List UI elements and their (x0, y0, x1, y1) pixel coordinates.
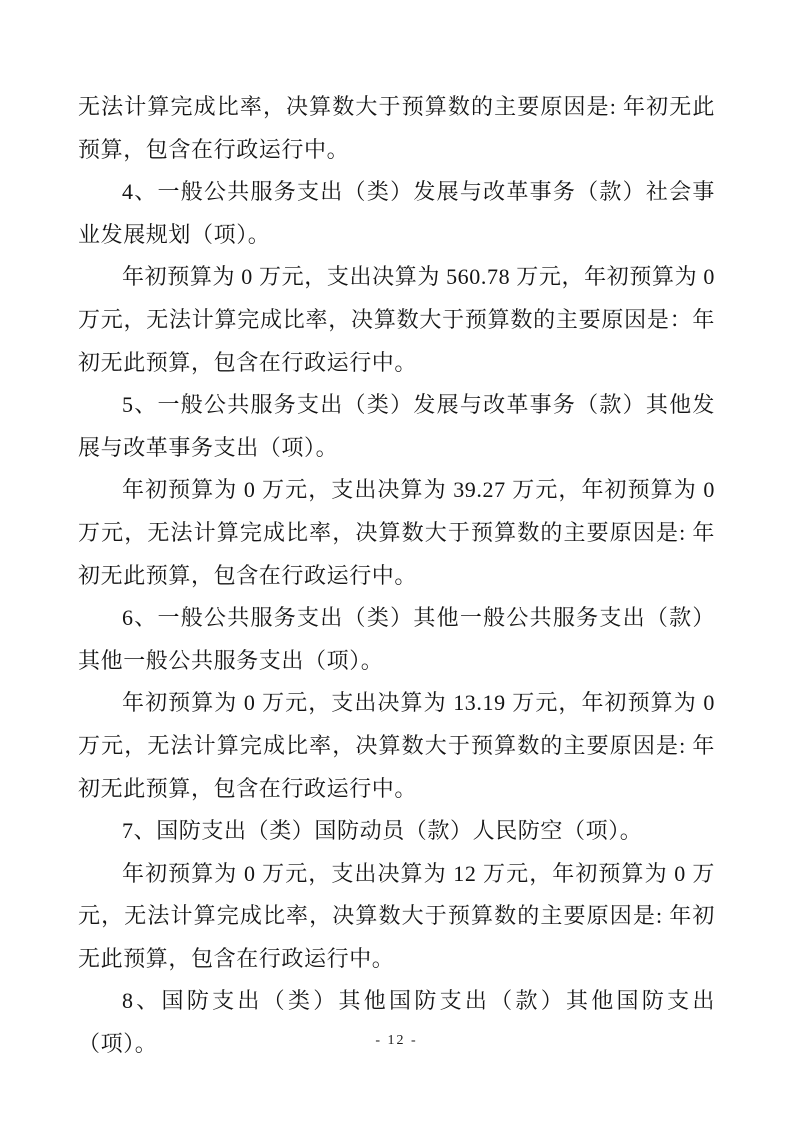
document-body (78, 86, 715, 1066)
paragraph-item-5: 5、一般公共服务支出（类）发展与改革事务（款）其他发展与改革事务支出（项）。 (78, 392, 715, 460)
page-number: - 12 - (375, 1033, 418, 1048)
paragraph-item-6: 6、一般公共服务支出（类）其他一般公共服务支出（款）其他一般公共服务支出（项）。 (78, 605, 715, 673)
paragraph-item-4-detail: 年初预算为 0 万元，支出决算为 560.78 万元，年初预算为 0 万元，无法计算完成比率，决算数大于预算数的主要原因是：年初无此预算，包含在行政运行中。 (78, 264, 715, 375)
paragraph-item-6-detail: 年初预算为 0 万元，支出决算为 13.19 万元，年初预算为 0 万元，无法计算完成比率，决算数大于预算数的主要原因是: 年初无此预算，包含在行政运行中。 (78, 690, 715, 801)
paragraph-item-4: 4、一般公共服务支出（类）发展与改革事务（款）社会事业发展规划（项）。 (78, 179, 715, 247)
paragraph-item-7-detail: 年初预算为 0 万元，支出决算为 12 万元，年初预算为 0 万元，无法计算完成比率，决算数大于预算数的主要原因是: 年初无此预算，包含在行政运行中。 (78, 860, 715, 971)
paragraph-item-5-detail: 年初预算为 0 万元，支出决算为 39.27 万元，年初预算为 0 万元，无法计算完成比率，决算数大于预算数的主要原因是: 年初无此预算，包含在行政运行中。 (78, 477, 715, 588)
paragraph-continuation: 无法计算完成比率，决算数大于预算数的主要原因是: 年初无此预算，包含在行政运行中。 (78, 94, 715, 162)
paragraph-item-7: 7、国防支出（类）国防动员（款）人民防空（项）。 (122, 818, 643, 844)
paragraph-item-8: 8、国防支出（类）其他国防支出（款）其他国防支出（项）。 (78, 988, 715, 1057)
